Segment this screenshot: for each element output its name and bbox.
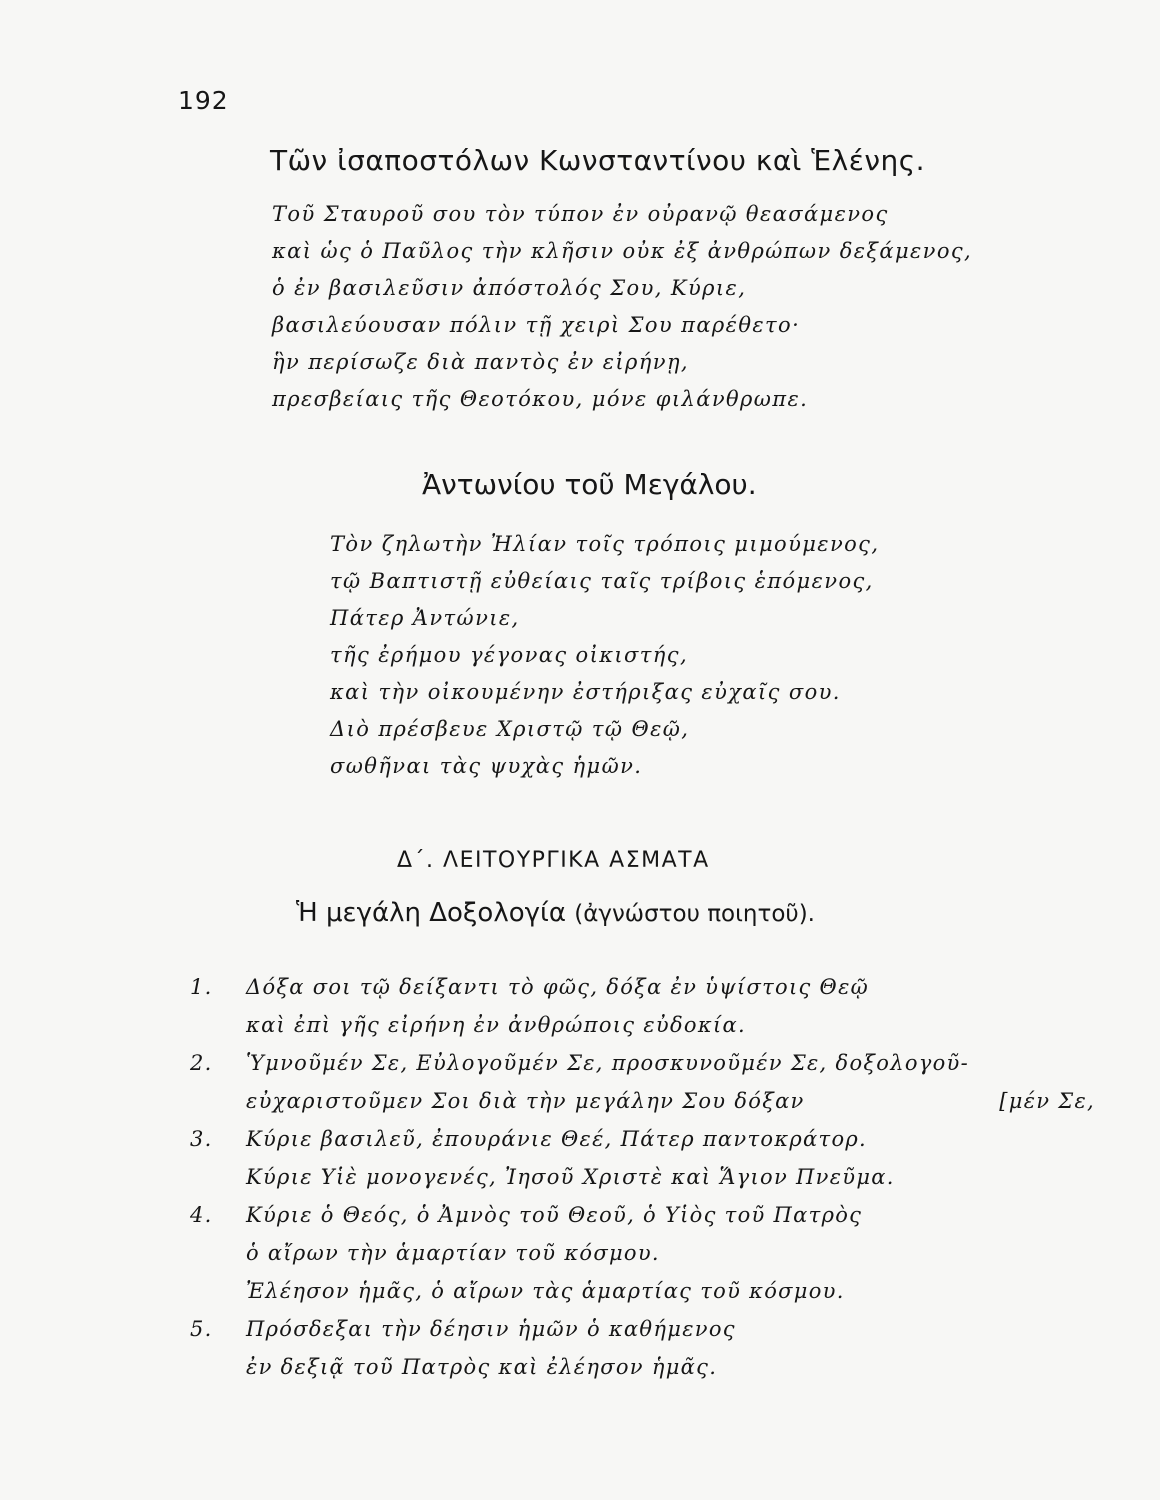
hymn-line-text: Κύριε ὁ Θεός, ὁ Ἀμνὸς τοῦ Θεοῦ, ὁ Υἱὸς τοῦ Πατρὸς: [246, 1203, 863, 1227]
troparion-constantine-title: Τῶν ἰσαποστόλων Κωνσταντίνου καὶ Ἑλένης.: [270, 144, 926, 177]
verse-line: πρεσβείαις τῆς Θεοτόκου, μόνε φιλάνθρωπε.: [272, 387, 809, 411]
hymn-line: [190, 1044, 1095, 1082]
troparion-constantine-text: [272, 196, 972, 418]
hymn-line: [190, 1196, 1095, 1234]
hymn-line: [190, 1120, 1095, 1158]
hymn-line-text: Ἐλέησον ἡμᾶς, ὁ αἴρων τὰς ἁμαρτίας τοῦ κόσμου.: [246, 1279, 845, 1303]
verse-line: Διὸ πρέσβευε Χριστῷ τῷ Θεῷ,: [330, 717, 690, 741]
verse-number: 5.: [190, 1317, 213, 1341]
hymn-line: [190, 1310, 1095, 1348]
hymn-line: [190, 1272, 1095, 1310]
verse-line: τῷ Βαπτιστῇ εὐθείαις ταῖς τρίβοις ἑπόμενος,: [330, 569, 874, 593]
hymn-line: [190, 1082, 1095, 1120]
verse-line: Τὸν ζηλωτὴν Ἠλίαν τοῖς τρόποις μιμούμενος,: [330, 532, 880, 556]
doxology-subtitle: (ἀγνώστου ποιητοῦ).: [574, 901, 815, 927]
verse-line: ὁ ἐν βασιλεῦσιν ἀπόστολός Σου, Κύριε,: [272, 276, 747, 300]
hymn-line-text: ὁ αἴρων τὴν ἁμαρτίαν τοῦ κόσμου.: [246, 1241, 660, 1265]
verse-line: Πάτερ Ἀντώνιε,: [330, 606, 520, 630]
hymn-line-text: Ὑμνοῦμέν Σε, Εὐλογοῦμέν Σε, προσκυνοῦμέν Σε, δοξολογοῦ-: [246, 1051, 970, 1075]
verse-line: τῆς ἐρήμου γέγονας οἰκιστής,: [330, 643, 689, 667]
troparion-antonius-text: [330, 526, 879, 785]
hymn-line: [190, 1348, 1095, 1386]
doxology-text: [190, 968, 1095, 1386]
troparion-antonius-title: Ἀντωνίου τοῦ Μεγάλου.: [422, 468, 757, 501]
hymn-line-text: καὶ ἐπὶ γῆς εἰρήνη ἐν ἀνθρώποις εὐδοκία.: [246, 1013, 746, 1037]
verse-line: καὶ τὴν οἰκουμένην ἐστήριξας εὐχαῖς σου.: [330, 680, 841, 704]
hymn-line-text: ἐν δεξιᾷ τοῦ Πατρὸς καὶ ἐλέησον ἡμᾶς.: [246, 1355, 718, 1379]
hymn-line: [190, 1234, 1095, 1272]
hymn-line-text: Πρόσδεξαι τὴν δέησιν ἡμῶν ὁ καθήμενος: [246, 1317, 736, 1341]
verse-number: 2.: [190, 1051, 213, 1075]
hymn-line-continuation: [μέν Σε,: [999, 1089, 1095, 1113]
verse-line: σωθῆναι τὰς ψυχὰς ἡμῶν.: [330, 754, 643, 778]
hymn-line: [190, 1006, 1095, 1044]
hymn-line-text: Κύριε βασιλεῦ, ἐπουράνιε Θεέ, Πάτερ παντοκράτορ.: [246, 1127, 868, 1151]
doxology-title-main: Ἡ μεγάλη Δοξολογία: [296, 898, 566, 928]
hymn-line: [190, 1158, 1095, 1196]
verse-line: ἣν περίσωζε διὰ παντὸς ἐν εἰρήνῃ,: [272, 350, 690, 374]
hymn-line: [190, 968, 1095, 1006]
verse-number: 1.: [190, 975, 213, 999]
hymn-line-text: εὐχαριστοῦμεν Σοι διὰ τὴν μεγάλην Σου δόξαν: [246, 1089, 805, 1113]
verse-line: βασιλεύουσαν πόλιν τῇ χειρὶ Σου παρέθετο·: [272, 313, 801, 337]
verse-line: Τοῦ Σταυροῦ σου τὸν τύπον ἐν οὐρανῷ θεασάμενος: [272, 202, 889, 226]
doxology-title: [296, 898, 815, 928]
verse-number: 3.: [190, 1127, 213, 1151]
page-number: 192: [178, 86, 229, 115]
section-heading: Δ΄. ΛΕΙΤΟΥΡΓΙΚΑ ΑΣΜΑΤΑ: [397, 848, 710, 873]
verse-line: καὶ ὡς ὁ Παῦλος τὴν κλῆσιν οὐκ ἐξ ἀνθρώπων δεξάμενος,: [272, 239, 973, 263]
hymn-line-text: Κύριε Υἱὲ μονογενές, Ἰησοῦ Χριστὲ καὶ Ἅγιον Πνεῦμα.: [246, 1165, 895, 1189]
hymn-line-text: Δόξα σοι τῷ δείξαντι τὸ φῶς, δόξα ἐν ὑψίστοις Θεῷ: [246, 975, 870, 999]
verse-number: 4.: [190, 1203, 213, 1227]
